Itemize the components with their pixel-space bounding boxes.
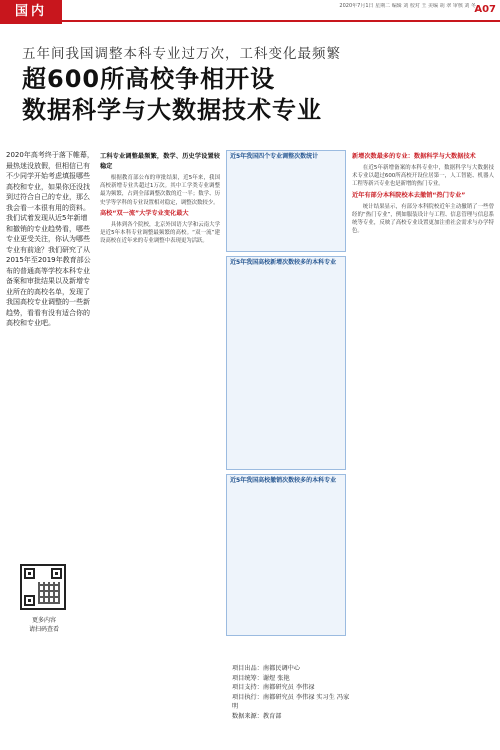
infographic-adjustment-table (226, 150, 346, 252)
qr-code-icon[interactable] (20, 564, 66, 610)
infographic-2-title: 近5年我国高校新增次数较多的本科专业 (230, 259, 337, 266)
section-4-paragraph: 统计结果显示，有部分本科院校近年主动撤销了一些曾经的“热门专业”，例如服装设计与工程、信息管理与信息系统等专业，反映了高校专业设置更加注重社会需求与办学特色。 (352, 203, 494, 235)
infographic-3-title: 近5年我国高校撤销次数较多的本科专业 (230, 477, 337, 484)
headline-kicker: 五年间我国调整本科专业过万次，工科变化最频繁 (22, 46, 341, 62)
credit-exec: 项目执行：南都研究员 李伟禄 实习生 冯家明 (232, 693, 350, 710)
section-2-title: 高校“双一流”大学专业变化最大 (100, 209, 189, 217)
page-number: A07 (474, 4, 496, 15)
credit-support: 项目支持：南都研究员 李伟禄 (232, 684, 315, 691)
qr-finder-bottom-left (24, 595, 35, 606)
credits-block (232, 664, 350, 721)
body-column-left (100, 150, 220, 750)
credit-lead: 项目出品：南都民调中心 (232, 665, 301, 672)
page-banner (0, 0, 500, 24)
lead-paragraph: 2020年高考终于落下帷幕，最热迷没放假，但相信已有不少同学开始考虑填报哪些高校和专业，如果你还没找到过符合自己的专业，那么我会看一本很有用的资料。我们试着发现从近5年新增和撤销的专业趋势看，哪些专业更受关注，你认为哪些专业有前途？我们研究了从2015年至2019年教育部公布的普通高等学校本科专业备案和审批结果以及新增专业所在的高校名单，发现了我国高校专业调整的一些新趋势，看看有没有适合你的高校和专业吧。 (6, 151, 94, 327)
headline-line-2: 数据科学与大数据技术专业 (22, 96, 322, 124)
qr-data-pattern (38, 582, 60, 604)
infographic-removed-majors (226, 474, 346, 636)
section-tag: 国内 (0, 0, 62, 24)
qr-finder-top-left (24, 568, 35, 579)
qr-finder-top-right (51, 568, 62, 579)
banner-divider (62, 20, 500, 22)
qr-caption: 更多内容 请扫码查看 (28, 617, 59, 633)
section-4-title: 近年有部分本科院校本去撤销“热门专业” (352, 191, 466, 199)
section-1-paragraph: 根据教育部公布的审批结果，近5年来，我国高校新增专业共超过1万次。其中工学类专业调整最为频繁，占到全部调整次数的近一半；数学、历史学等学科的专业设置相对稳定，调整次数较少。 (100, 175, 220, 206)
infographic-1-title: 近5年我国四个专业调整次数统计 (230, 153, 319, 160)
infographic-new-majors (226, 256, 346, 470)
section-2-paragraph: 具体到各个院校，北京外国语大学和云南大学是近5年本科专业调整最频繁的高校。“双一流”建设高校在近年来的专业调整中表现更为活跃。 (100, 221, 220, 245)
dateline: 2020年7月1日 星期二 编辑 刘 校对 王 美编 胡 翠 审核 刘 冬 (339, 3, 476, 9)
section-1-title: 工科专业调整最频繁，数学、历史学设置较稳定 (100, 153, 220, 170)
credit-manager: 项目统筹：谢煜 张艳 (232, 674, 290, 682)
body-column-right (352, 150, 494, 750)
headline-line-1: 超600所高校争相开设 (22, 65, 276, 93)
credit-source: 数据来源：教育部 (232, 712, 282, 720)
section-3-title: 新增次数最多的专业：数据科学与大数据技术 (352, 153, 476, 160)
section-3-paragraph: 在近5年新增备案的本科专业中，数据科学与大数据技术专业以超过600所高校开设位居第一，人工智能、机器人工程等新兴专业也是新增的热门专业。 (352, 165, 494, 188)
headline (22, 64, 482, 126)
